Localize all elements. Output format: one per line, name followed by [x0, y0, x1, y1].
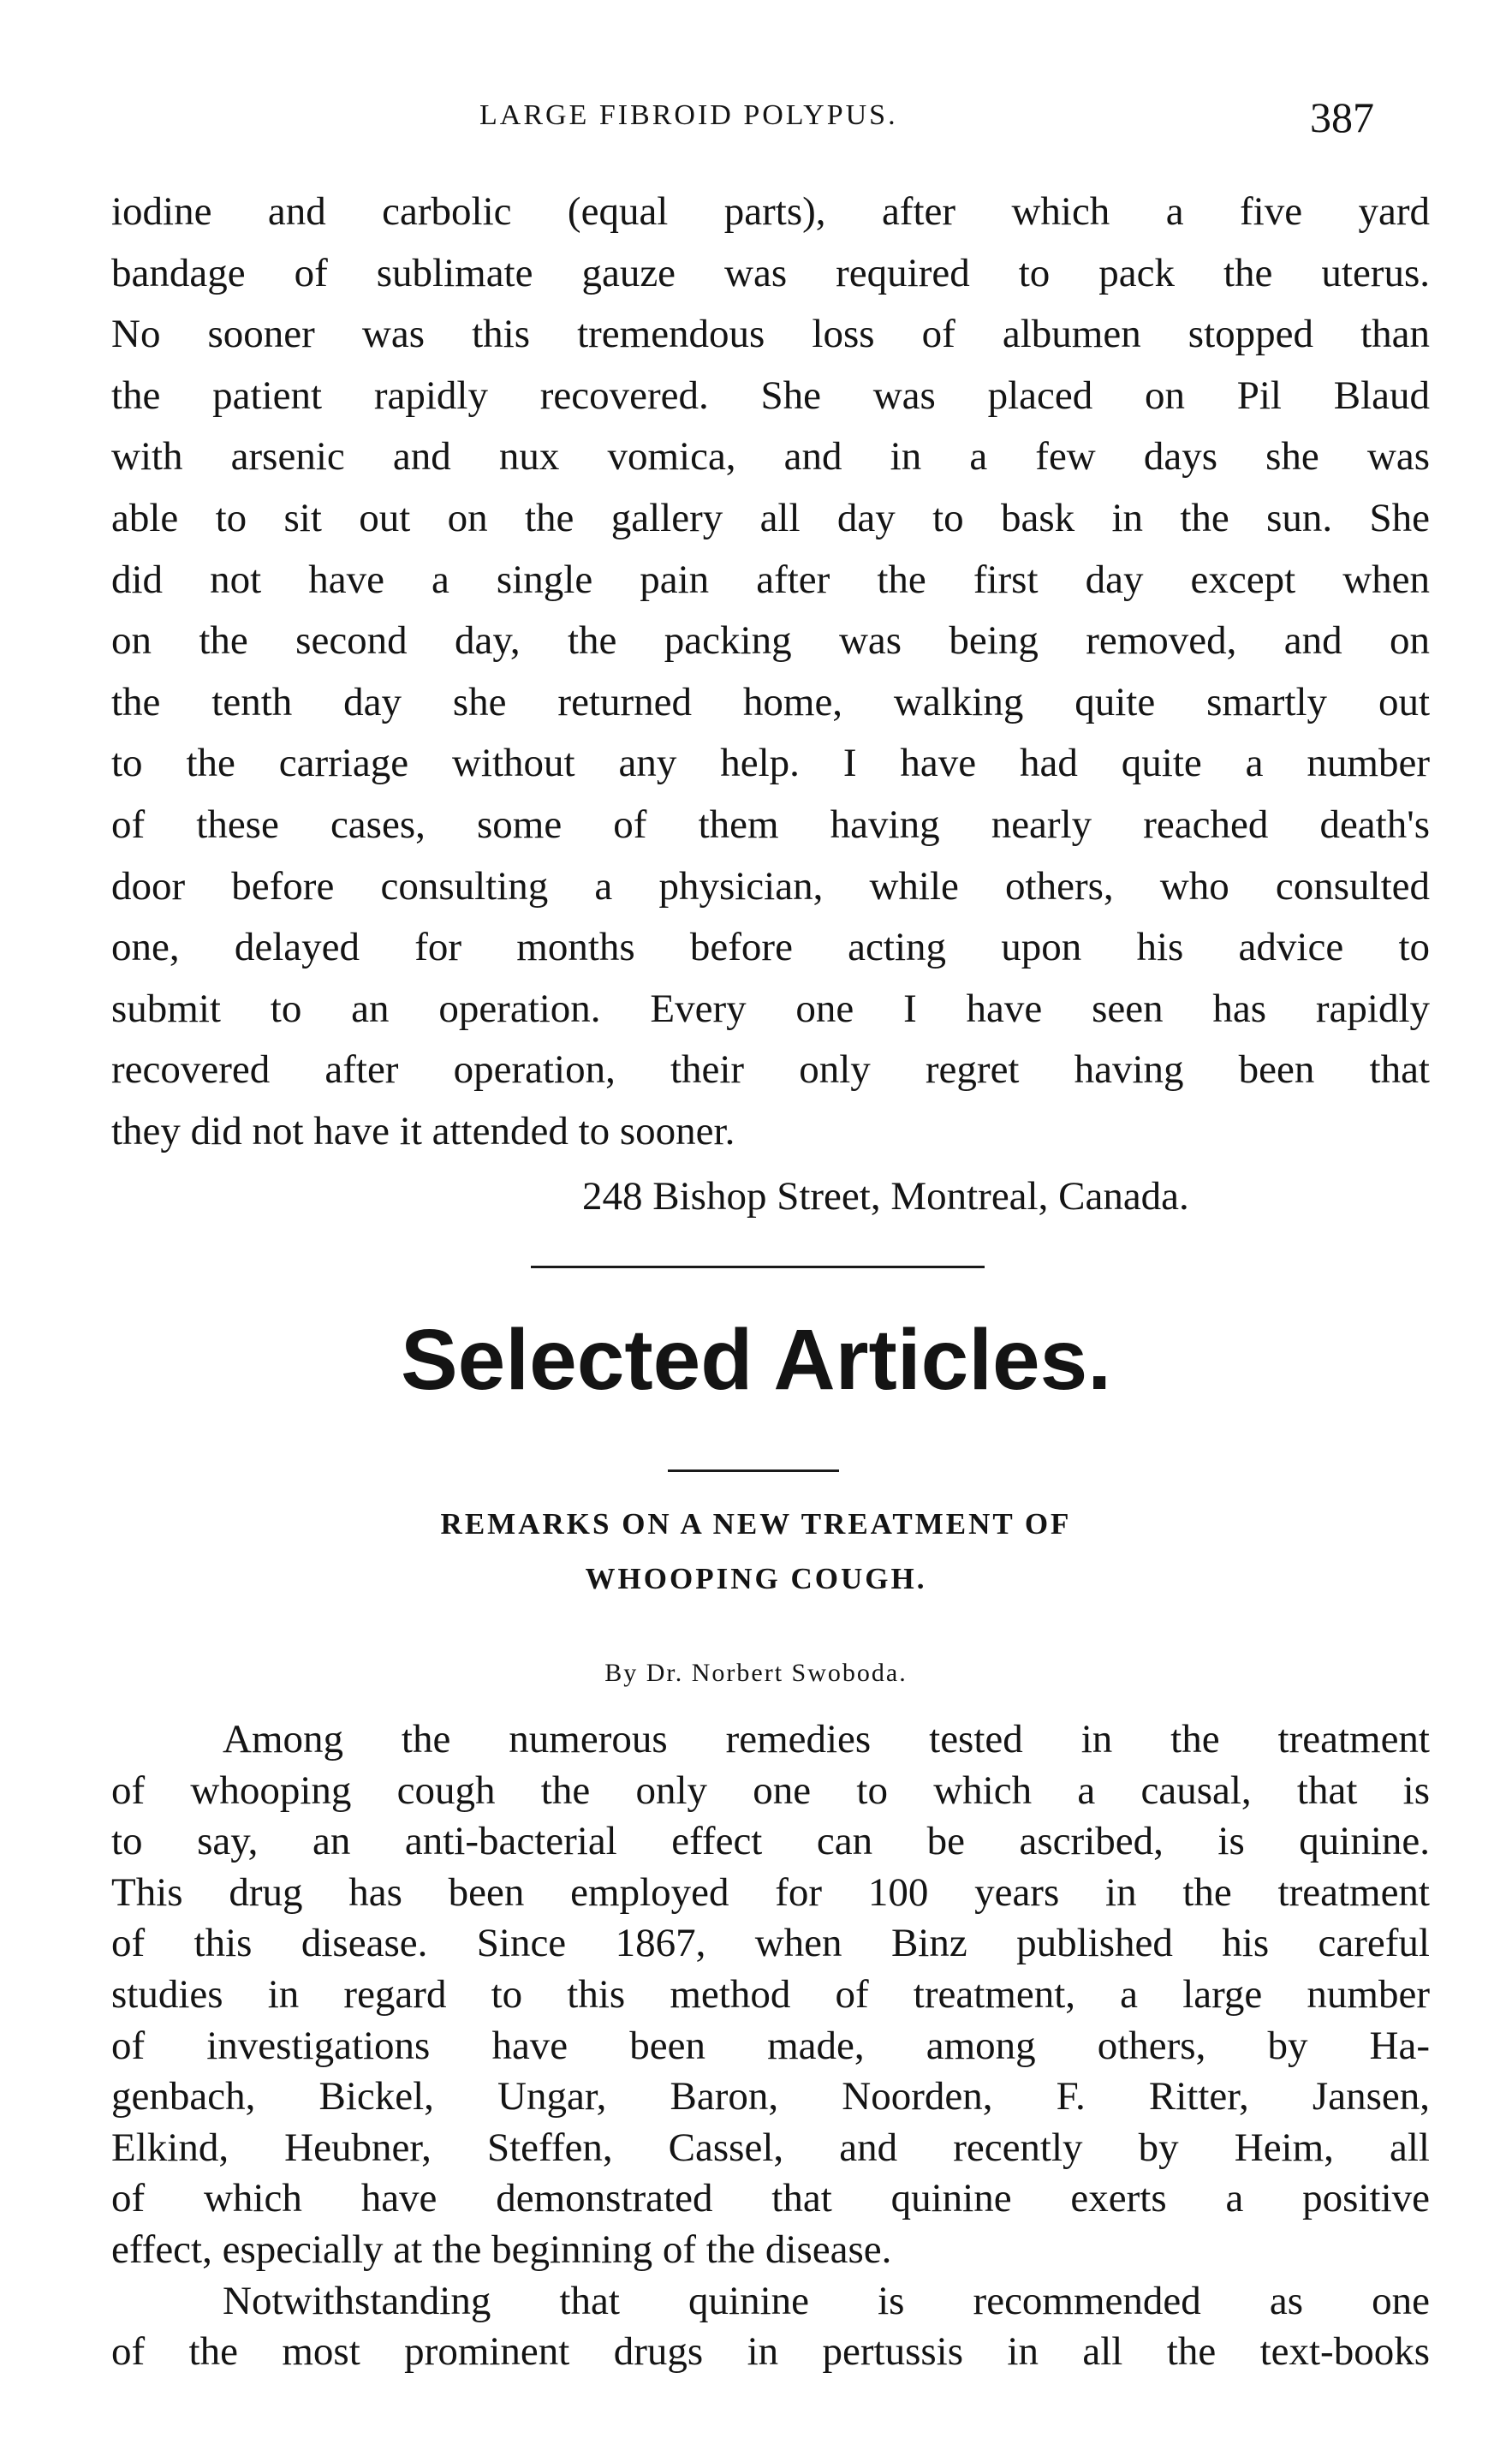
- text-line: Among the numerous remedies tested in the treatment: [223, 1717, 1430, 1761]
- text-line: No sooner was this tremendous loss of albumen stopped than: [111, 312, 1430, 357]
- text-line: door before consulting a physician, while others, who consulted: [111, 863, 1430, 909]
- article-title-line-2: WHOOPING COUGH.: [585, 1562, 927, 1595]
- text-line: one, delayed for months before acting upon his advice to: [111, 925, 1430, 970]
- text-line: studies in regard to this method of treatment, a large number: [111, 1971, 1430, 2017]
- text-line: on the second day, the packing was being removed, and on: [111, 618, 1430, 664]
- article-body: [111, 1714, 1430, 2378]
- text-line: Elkind, Heubner, Steffen, Cassel, and recently by Heim, all: [111, 2125, 1430, 2170]
- text-line: of this disease. Since 1867, when Binz published his careful: [111, 1921, 1430, 1966]
- text-line: recovered after operation, their only regret having been that: [111, 1047, 1430, 1093]
- section-divider-rule: [531, 1266, 985, 1268]
- text-line: of whooping cough the only one to which a causal, that is: [111, 1767, 1430, 1813]
- continued-article-text: [111, 182, 1430, 1163]
- text-line: able to sit out on the gallery all day to bask in the sun. She: [111, 495, 1430, 540]
- article-byline: By Dr. Norbert Swoboda.: [604, 1659, 908, 1687]
- running-head: [0, 92, 1512, 144]
- text-line: to the carriage without any help. I have had quite a number: [111, 741, 1430, 786]
- text-line: effect, especially at the beginning of the disease.: [111, 2226, 892, 2272]
- text-line: with arsenic and nux vomica, and in a few days she was: [111, 434, 1430, 480]
- text-line: the patient rapidly recovered. She was placed on Pil Blaud: [111, 373, 1430, 418]
- text-line: submit to an operation. Every one I have seen has rapidly: [111, 986, 1430, 1031]
- text-line: This drug has been employed for 100 years in the treatment: [111, 1869, 1430, 1915]
- text-line: they did not have it attended to sooner.: [111, 1108, 735, 1153]
- text-line: of investigations have been made, among others, by Ha-: [111, 2023, 1430, 2068]
- text-line: iodine and carbolic (equal parts), after which a five yard: [111, 189, 1430, 234]
- running-title: LARGE FIBROID POLYPUS.: [479, 99, 898, 131]
- text-line: of these cases, some of them having nearly reached death's: [111, 802, 1430, 847]
- author-address: 248 Bishop Street, Montreal, Canada.: [582, 1174, 1189, 1219]
- text-line: did not have a single pain after the first day except when: [111, 557, 1430, 602]
- text-line: bandage of sublimate gauze was required to pack the uterus.: [111, 250, 1430, 295]
- text-line: of the most prominent drugs in pertussis in all the text-books: [111, 2329, 1430, 2375]
- text-line: genbach, Bickel, Ungar, Baron, Noorden, F. Ritter, Jansen,: [111, 2074, 1430, 2119]
- article-title-line-1: REMARKS ON A NEW TREATMENT OF: [440, 1507, 1072, 1541]
- text-line: Notwithstanding that quinine is recommended as one: [223, 2278, 1430, 2323]
- text-line: the tenth day she returned home, walking quite smartly out: [111, 679, 1430, 724]
- text-line: of which have demonstrated that quinine exerts a positive: [111, 2176, 1430, 2221]
- section-heading: Selected Articles.: [400, 1312, 1112, 1408]
- short-divider-rule: [668, 1469, 839, 1472]
- text-line: to say, an anti-bacterial effect can be ascribed, is quinine.: [111, 1819, 1430, 1864]
- page-number: 387: [1310, 93, 1374, 141]
